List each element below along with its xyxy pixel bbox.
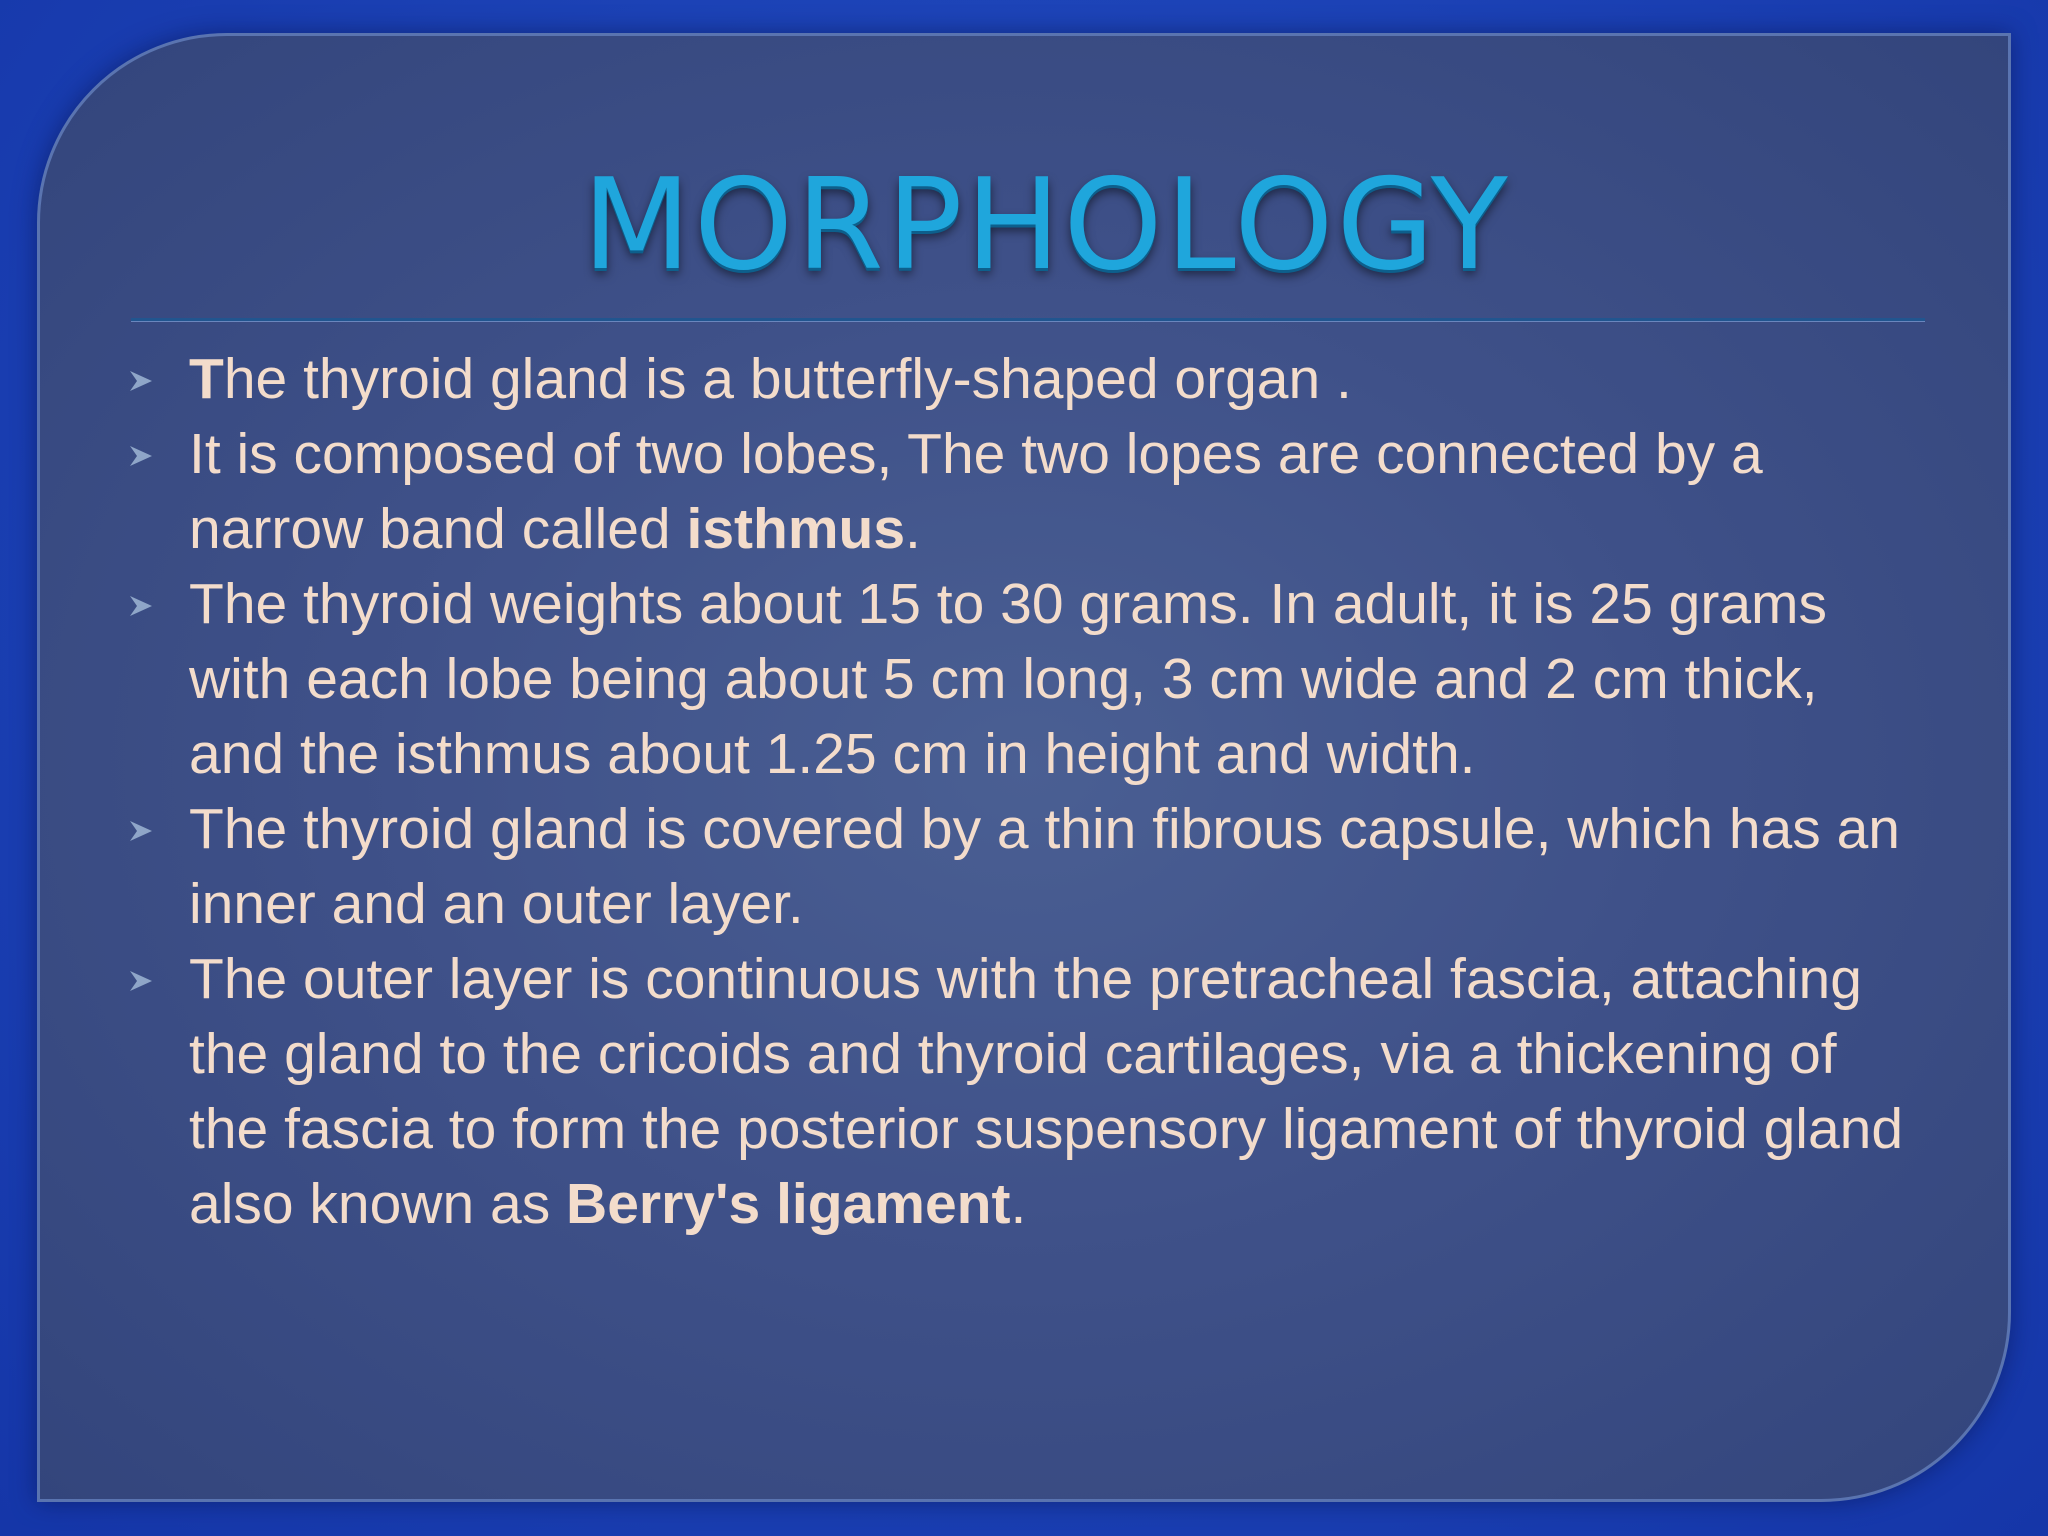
- bullet-text: It is composed of two lobes, The two lopes are connected by a narrow band called: [189, 422, 1763, 561]
- bullet-text: The outer layer is continuous with the pretracheal fascia, attaching the gland to the cricoids and thyroid cartilages, via a thickening of the fascia to form the posterior suspensory ligament of thyroid gland also known as: [189, 947, 1904, 1236]
- arrowhead-bullet-icon: [128, 443, 154, 469]
- arrowhead-bullet-icon: [128, 968, 154, 994]
- bullet-list: [120, 342, 1920, 1242]
- bullet-bold-term: Berry's ligament: [566, 1172, 1011, 1236]
- bullet-text: he thyroid gland is a butterfly-shaped organ .: [223, 347, 1352, 411]
- bullet-item-1: [120, 342, 1920, 417]
- title-divider: [131, 318, 1925, 321]
- bullet-bold-term: isthmus: [686, 497, 906, 561]
- bullet-lead-letter: T: [189, 347, 224, 411]
- arrowhead-bullet-icon: [128, 368, 154, 394]
- bullet-item-4: [120, 792, 1920, 942]
- bullet-text: The thyroid gland is covered by a thin fibrous capsule, which has an inner and an outer layer.: [189, 797, 1900, 936]
- bullet-item-3: [120, 567, 1920, 792]
- bullet-text: The thyroid weights about 15 to 30 grams. In adult, it is 25 grams with each lobe being about 5 cm long, 3 cm wide and 2 cm thick, and the isthmus about 1.25 cm in height and width.: [189, 572, 1828, 786]
- arrowhead-bullet-icon: [128, 593, 154, 619]
- bullet-item-2: [120, 417, 1920, 567]
- bullet-end: .: [905, 497, 921, 561]
- bullet-item-5: [120, 942, 1920, 1242]
- bullet-end: .: [1010, 1172, 1027, 1236]
- slide-title: MORPHOLOGY: [582, 151, 1511, 298]
- arrowhead-bullet-icon: [128, 818, 154, 844]
